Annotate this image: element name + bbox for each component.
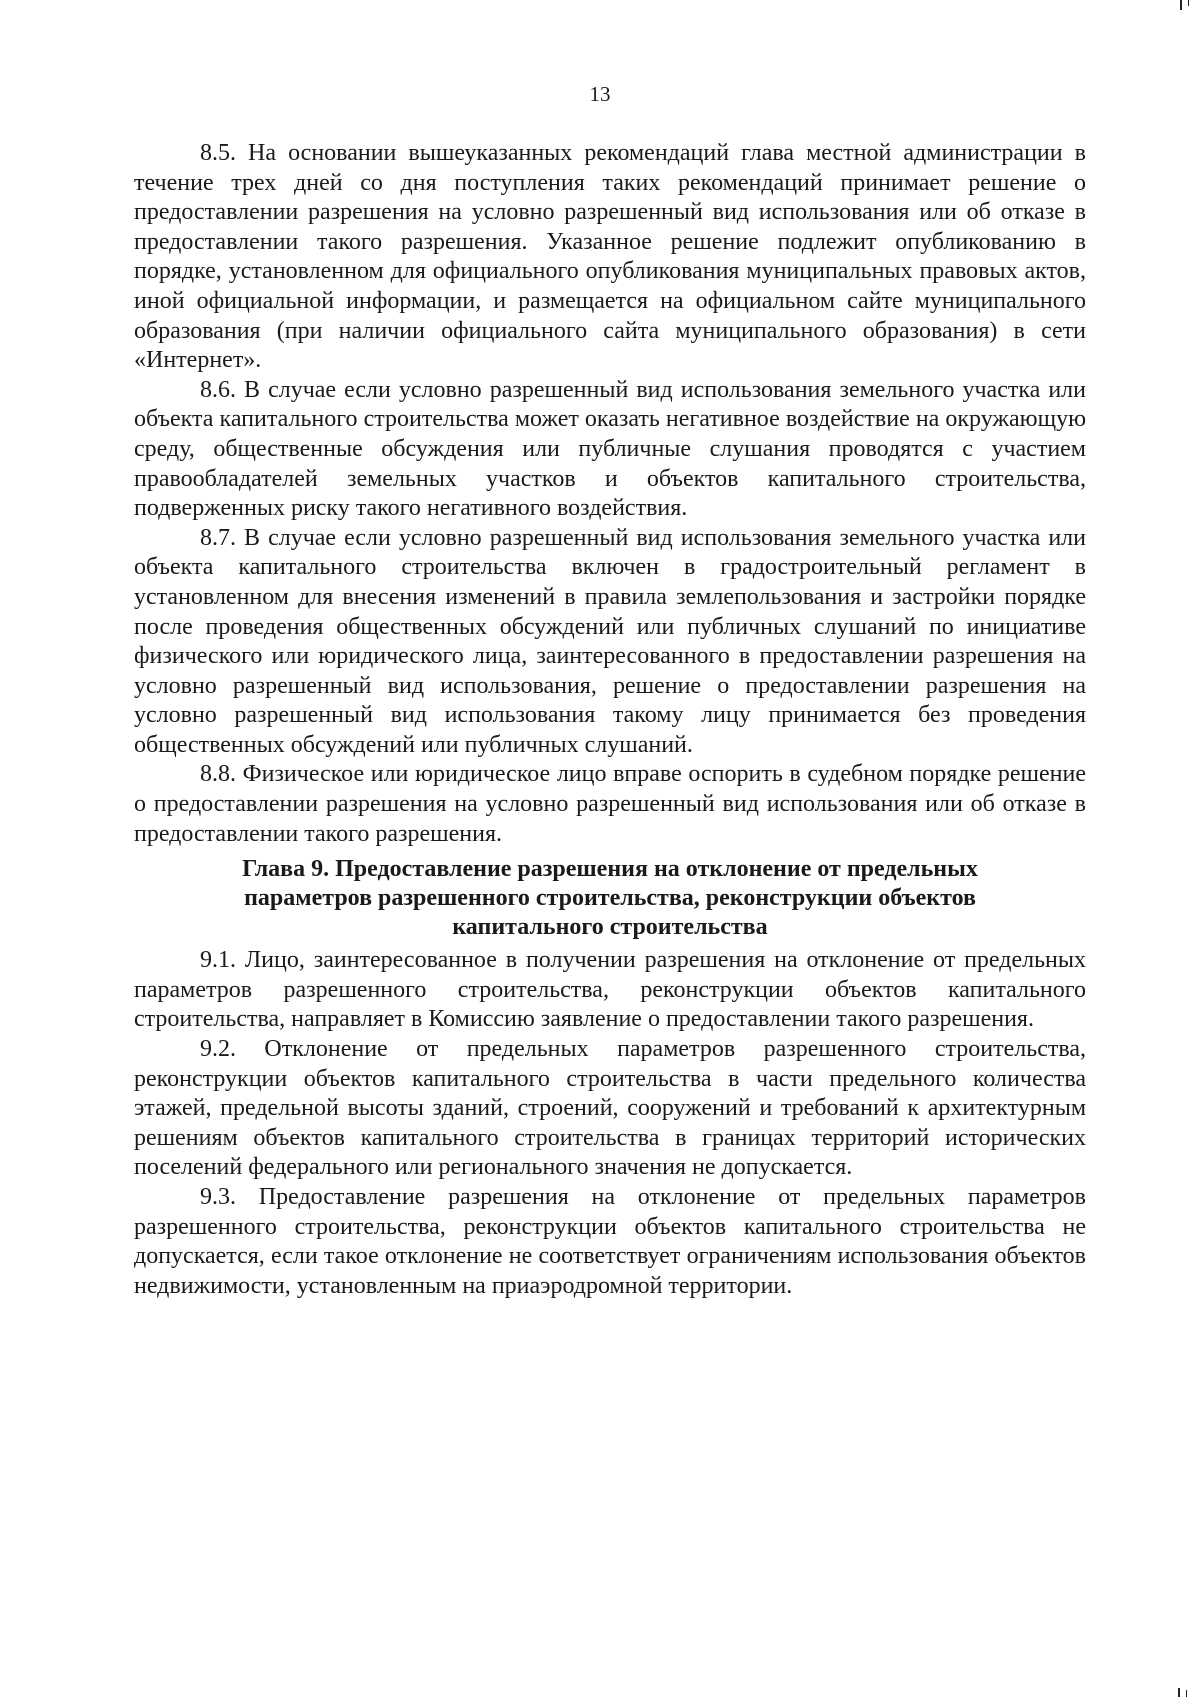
- chapter-9-heading-line: параметров разрешенного строительства, реконструкции объектов: [244, 885, 976, 912]
- paragraph-9-2: 9.2. Отклонение от предельных параметров разрешенного строительства, реконструкции объектов капитального строительства в части предельного количества этажей, предельной высоты зданий, строений, сооружений и требований к архитектурным решениям объектов капитального строительства в границах территорий исторических поселений федерального или регионального значения не допускается.: [134, 1036, 1086, 1181]
- scan-artifact: [1186, 1690, 1187, 1697]
- document-body: [134, 139, 1086, 1301]
- paragraph-8-8: 8.8. Физическое или юридическое лицо вправе оспорить в судебном порядке решение о предоставлении разрешения на условно разрешенный вид использования или об отказе в предоставлении такого разрешения.: [134, 761, 1086, 847]
- scan-artifact: [1180, 0, 1182, 10]
- paragraph-9-1: 9.1. Лицо, заинтересованное в получении разрешения на отклонение от предельных параметров разрешенного строительства, реконструкции объектов капитального строительства, направляет в Комиссию заявление о предоставлении такого разрешения.: [134, 947, 1086, 1033]
- chapter-9-heading-line: капитального строительства: [452, 914, 768, 941]
- paragraph-9-3: 9.3. Предоставление разрешения на отклонение от предельных параметров разрешенного строительства, реконструкции объектов капитального строительства не допускается, если такое отклонение не соответствует ограничениям использования объектов недвижимости, установленным на приаэродромной территории.: [134, 1184, 1086, 1299]
- chapter-9-heading-line: Глава 9. Предоставление разрешения на отклонение от предельных: [242, 856, 978, 883]
- paragraph-8-6: 8.6. В случае если условно разрешенный вид использования земельного участка или объекта капитального строительства может оказать негативное воздействие на окружающую среду, общественные обсуждения или публичные слушания проводятся с участием правообладателей земельных участков и объектов капитального строительства, подверженных риску такого негативного воздействия.: [134, 376, 1086, 522]
- paragraph-8-7: 8.7. В случае если условно разрешенный вид использования земельного участка или объекта капитального строительства включен в градостроительный регламент в установленном для внесения изменений в правила землепользования и застройки порядке после проведения общественных обсуждений или публичных слушаний по инициативе физического или юридического лица, заинтересованного в предоставлении разрешения на условно разрешенный вид использования, решение о предоставлении разрешения на условно разрешенный вид использования такому лицу принимается без проведения общественных обсуждений или публичных слушаний.: [134, 524, 1086, 758]
- page-number: 13: [589, 82, 611, 106]
- scan-artifact: [1178, 1688, 1180, 1697]
- paragraph-8-5: 8.5. На основании вышеуказанных рекомендаций глава местной администрации в течение трех дней со дня поступления таких рекомендаций принимает решение о предоставлении разрешения на условно разрешенный вид использования или об отказе в предоставлении такого разрешения. Указанное решение подлежит опубликованию в порядке, установленном для официального опубликования муниципальных правовых актов, иной официальной информации, и размещается на официальном сайте муниципального образования (при наличии официального сайта муниципального образования) в сети «Интернет».: [134, 140, 1086, 374]
- scan-artifact: [1188, 0, 1189, 6]
- chapter-9-heading: [134, 855, 1086, 942]
